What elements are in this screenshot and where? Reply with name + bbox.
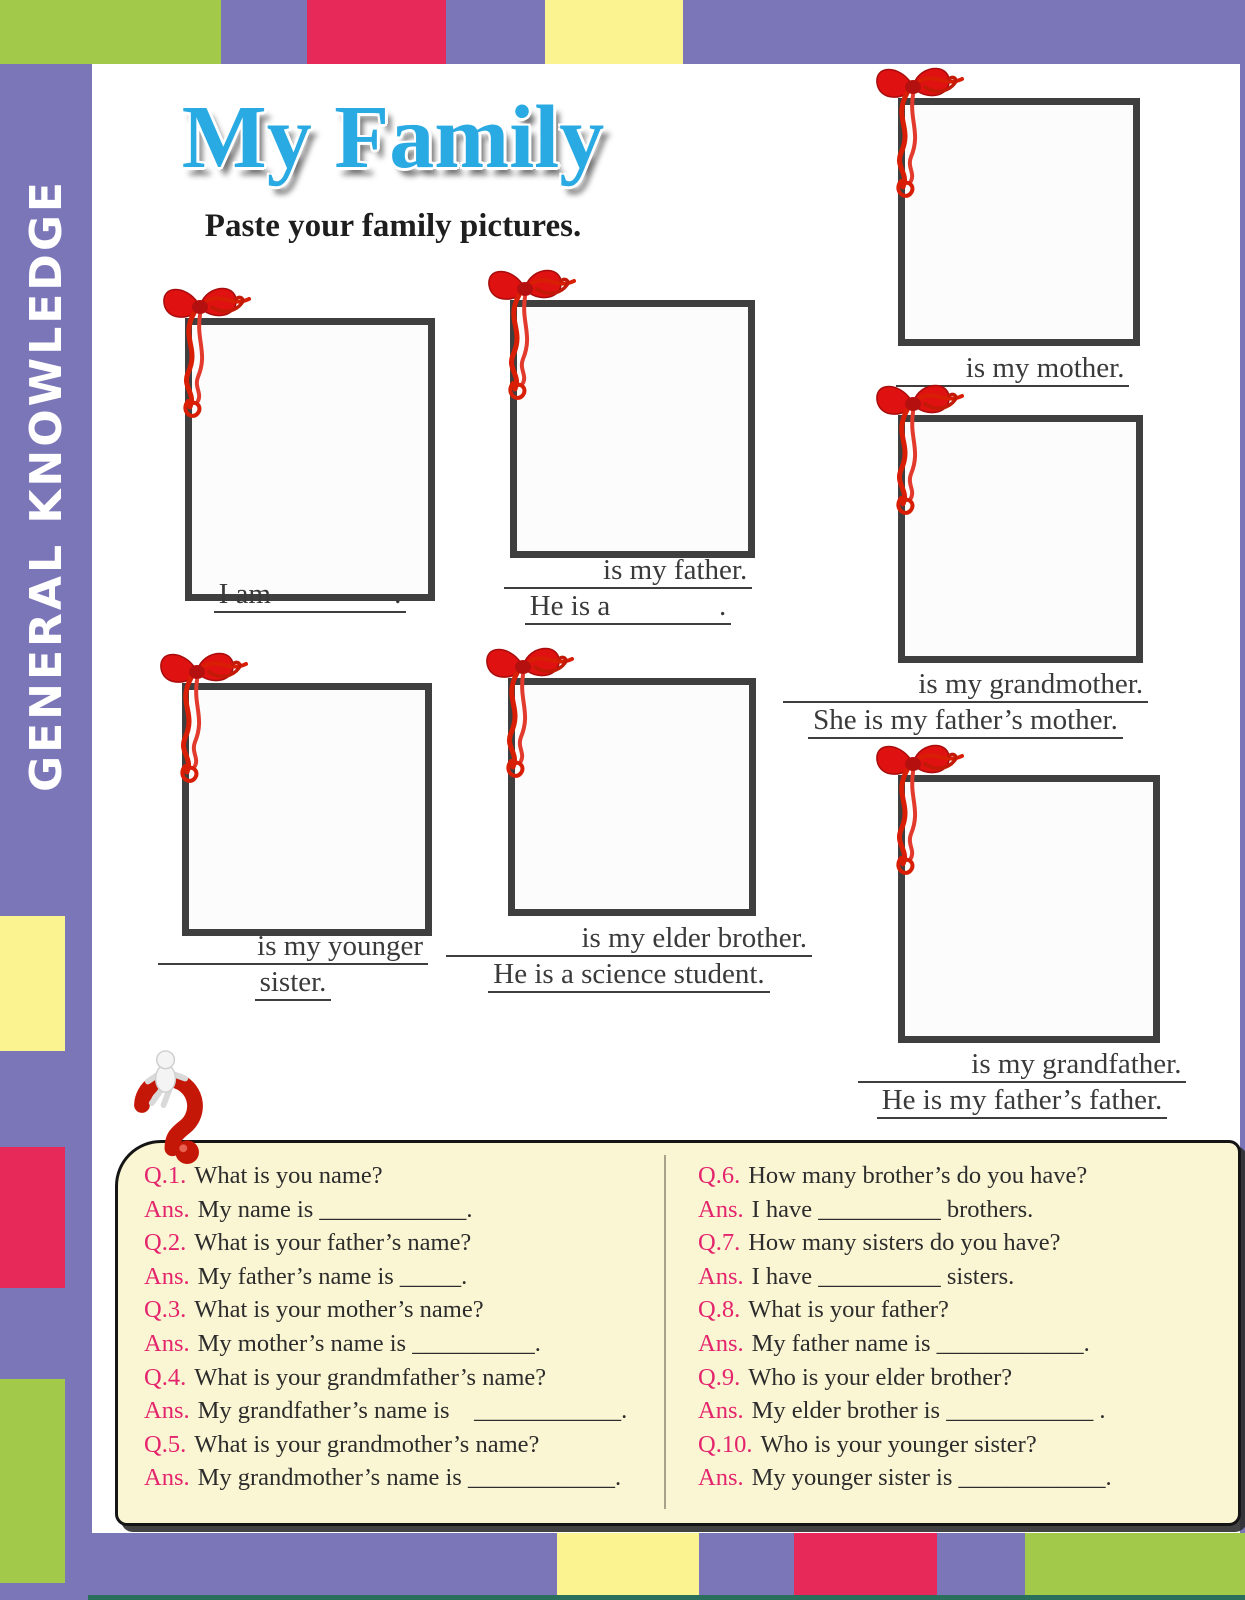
qa-label: Ans.	[144, 1329, 190, 1357]
caption-line: is my grandfather.	[858, 1048, 1187, 1083]
photo-frame-self	[185, 318, 435, 601]
caption-line: He is a science student.	[488, 958, 769, 993]
qa-text: I have __________ brothers.	[751, 1195, 1034, 1223]
color-block	[446, 0, 545, 64]
qa-text: How many brother’s do you have?	[748, 1162, 1088, 1189]
ribbon-bow-icon	[149, 646, 249, 786]
qa-label: Ans.	[698, 1464, 744, 1492]
color-block	[794, 1533, 937, 1600]
color-block	[683, 0, 1245, 64]
qa-label: Ans.	[698, 1262, 744, 1290]
qa-label: Ans.	[698, 1195, 744, 1223]
qa-text: I have __________ sisters.	[751, 1262, 1015, 1290]
photo-frame-mother	[898, 98, 1140, 346]
qa-label: Q.4.	[144, 1363, 187, 1391]
qa-label: Q.1.	[144, 1162, 187, 1189]
qa-label: Q.3.	[144, 1296, 187, 1324]
qa-column-divider	[664, 1155, 666, 1509]
ribbon-bow-icon	[477, 263, 577, 403]
qa-text: What is you name?	[194, 1162, 383, 1189]
qa-label: Q.10.	[698, 1430, 753, 1458]
qa-line	[144, 1159, 649, 1193]
ribbon-bow-icon	[865, 61, 965, 201]
color-block	[0, 1379, 65, 1583]
caption-line: is my grandmother.	[783, 668, 1148, 703]
qa-line	[144, 1260, 649, 1294]
photo-frame-elder-brother	[508, 678, 756, 916]
color-block	[307, 0, 446, 64]
frame-caption-father	[478, 552, 778, 624]
qa-label: Q.2.	[144, 1229, 187, 1257]
qa-label: Ans.	[698, 1397, 744, 1425]
ribbon-bow-icon	[152, 281, 252, 421]
caption-line: sister.	[255, 966, 332, 1001]
qa-line	[698, 1159, 1218, 1193]
qa-line	[144, 1193, 649, 1227]
caption-line: is my younger	[158, 930, 428, 965]
qa-line	[144, 1361, 649, 1395]
ribbon-bow-icon	[475, 641, 575, 781]
color-block	[1025, 1533, 1245, 1600]
frame-caption-elder-brother	[428, 920, 830, 992]
qa-label: Ans.	[698, 1329, 744, 1357]
color-block	[0, 916, 65, 1051]
color-block	[545, 0, 683, 64]
qa-label: Ans.	[144, 1262, 190, 1290]
page-subtitle: Paste your family pictures.	[204, 208, 582, 244]
qa-line	[144, 1293, 649, 1327]
color-block	[699, 1533, 794, 1600]
caption-line: is my elder brother.	[446, 922, 812, 957]
qa-line	[698, 1361, 1218, 1395]
caption-line: is my mother.	[896, 352, 1130, 387]
qa-label: Ans.	[144, 1464, 190, 1492]
color-block	[0, 0, 221, 64]
qa-line	[144, 1428, 649, 1462]
qa-line	[698, 1293, 1218, 1327]
qa-line	[698, 1428, 1218, 1462]
photo-frame-grandfather	[898, 775, 1160, 1043]
qa-panel	[115, 1140, 1241, 1526]
caption-line: He is a .	[525, 590, 732, 625]
qa-line	[698, 1260, 1218, 1294]
frame-caption-self	[190, 576, 430, 612]
qa-label: Ans.	[144, 1397, 190, 1425]
qa-text: How many sisters do you have?	[748, 1229, 1061, 1257]
caption-line: I am .	[214, 578, 407, 613]
qa-text: Who is your elder brother?	[748, 1363, 1013, 1391]
qa-text: What is your mother’s name?	[194, 1296, 484, 1324]
photo-frame-younger-sister	[182, 683, 432, 936]
qa-line	[698, 1226, 1218, 1260]
photo-frame-father	[510, 300, 755, 558]
qa-line	[144, 1327, 649, 1361]
qa-label: Q.8.	[698, 1296, 741, 1324]
sidebar-vertical-label-wrap	[0, 70, 92, 900]
question-mark-mascot-icon	[116, 1048, 220, 1164]
qa-column-left	[144, 1159, 649, 1495]
qa-line	[698, 1327, 1218, 1361]
color-block	[557, 1533, 699, 1600]
qa-label: Ans.	[144, 1195, 190, 1223]
color-block	[65, 1533, 557, 1600]
qa-label: Q.9.	[698, 1363, 741, 1391]
page-title: My Family	[181, 88, 605, 187]
qa-text: My father’s name is _____.	[197, 1262, 468, 1290]
frame-caption-grandmother	[768, 666, 1163, 738]
qa-line	[698, 1193, 1218, 1227]
qa-text: My elder brother is ____________ .	[751, 1397, 1106, 1425]
qa-line	[144, 1226, 649, 1260]
photo-frame-grandmother	[898, 415, 1143, 663]
qa-text: My father name is ____________.	[751, 1329, 1090, 1357]
qa-line	[144, 1394, 649, 1428]
qa-label: Q.7.	[698, 1229, 741, 1257]
qa-text: My name is ____________.	[197, 1195, 473, 1223]
qa-text: My mother’s name is __________.	[197, 1329, 541, 1357]
qa-label: Q.5.	[144, 1430, 187, 1458]
caption-line: He is my father’s father.	[877, 1084, 1168, 1119]
qa-line	[698, 1461, 1218, 1495]
qa-line	[698, 1394, 1218, 1428]
qa-text: What is your grandmother’s name?	[194, 1430, 540, 1458]
qa-line	[144, 1461, 649, 1495]
qa-text: What is your grandmfather’s name?	[194, 1363, 547, 1391]
color-block	[221, 0, 307, 64]
ribbon-bow-icon	[865, 378, 965, 518]
page-edge-line	[88, 1595, 1245, 1600]
qa-label: Q.6.	[698, 1162, 741, 1189]
qa-text: My grandmother’s name is ____________.	[197, 1464, 622, 1492]
qa-column-right	[698, 1159, 1218, 1495]
sidebar-vertical-label: GENERAL KNOWLEDGE	[20, 178, 72, 792]
qa-text: My grandfather’s name is ____________.	[197, 1397, 628, 1425]
color-block	[0, 1147, 65, 1288]
qa-text: My younger sister is ____________.	[751, 1464, 1112, 1492]
caption-line: is my father.	[504, 554, 752, 589]
qa-text: What is your father’s name?	[194, 1229, 472, 1257]
ribbon-bow-icon	[865, 738, 965, 878]
qa-text: What is your father?	[748, 1296, 949, 1324]
frame-caption-grandfather	[838, 1046, 1206, 1118]
frame-caption-younger-sister	[148, 928, 438, 1000]
qa-text: Who is your younger sister?	[760, 1430, 1037, 1458]
color-block	[937, 1533, 1025, 1600]
caption-line: She is my father’s mother.	[808, 704, 1123, 739]
